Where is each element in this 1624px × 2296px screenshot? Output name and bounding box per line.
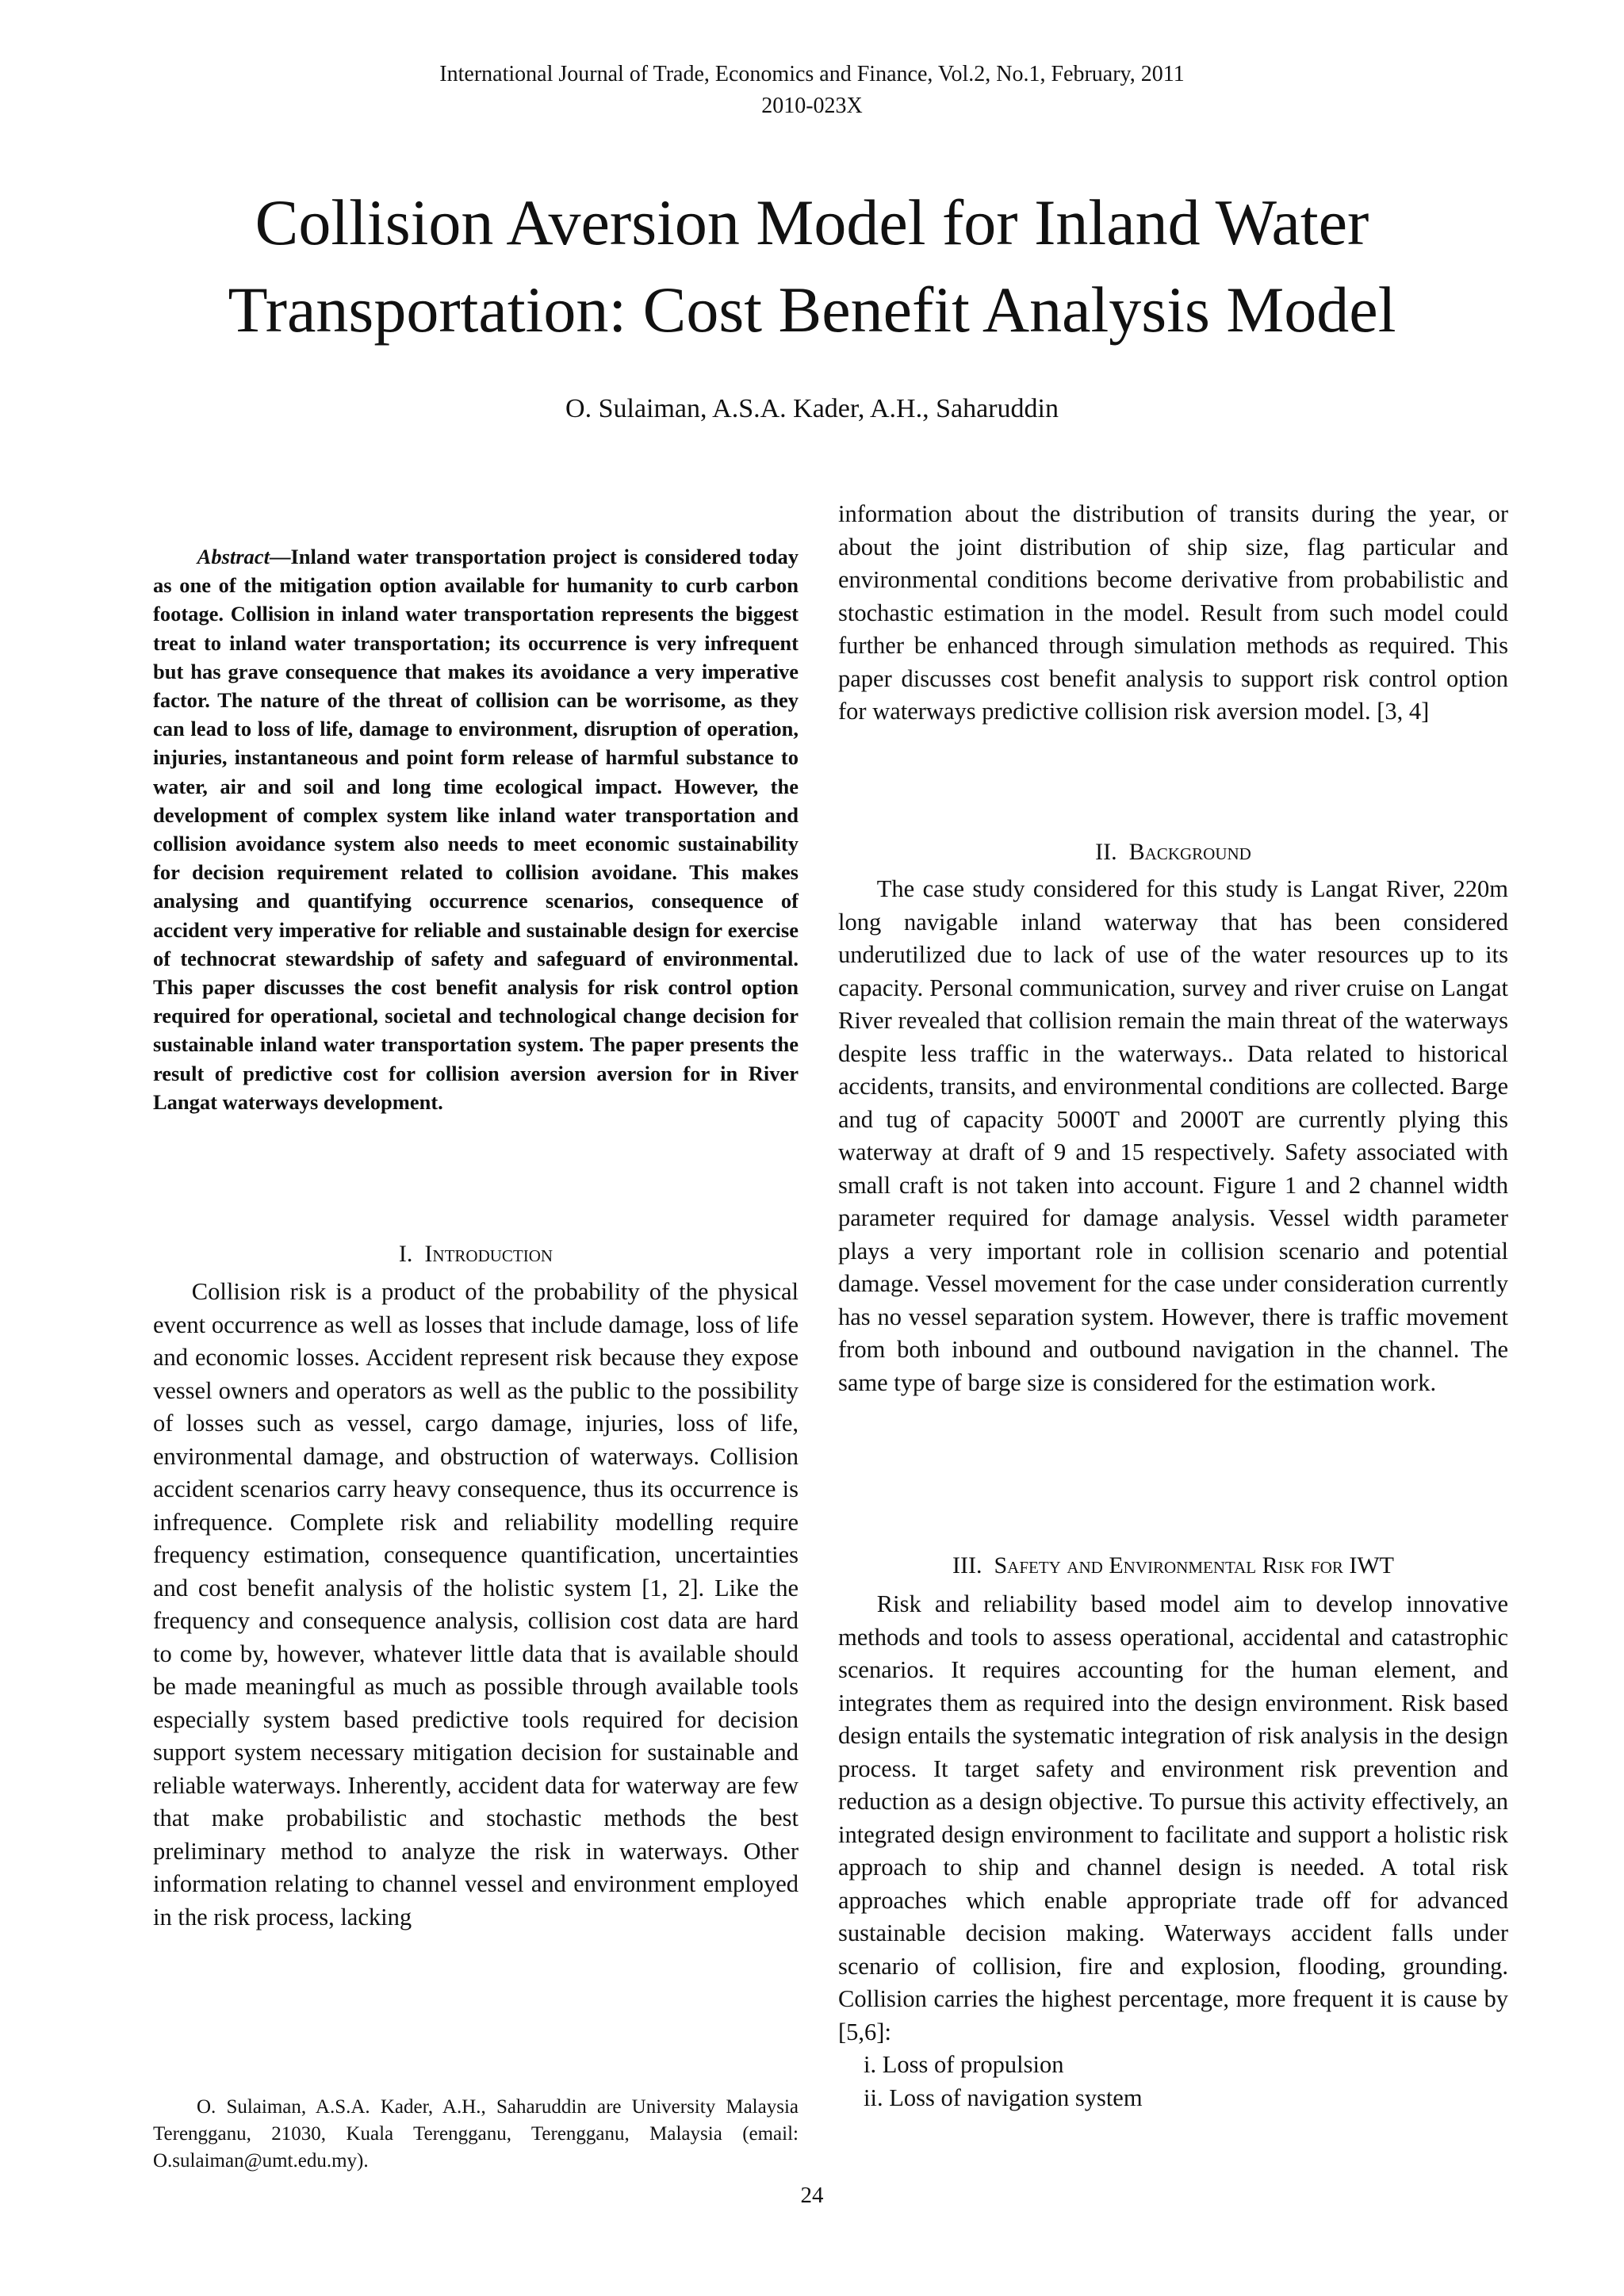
page-number: 24 bbox=[800, 2183, 824, 2208]
title-line-2: Transportation: Cost Benefit Analysis Model bbox=[228, 274, 1396, 346]
paragraph: Risk and reliability based model aim to develop innovative methods and tools to assess operational, accidental and catastrophic scenarios. It requires accounting for the human element, and integrates them as required into the design environment. Risk based design entails the systematic integration of risk analysis in the design process. It target safety and environment risk prevention and reduction as a design objective. To pursue this activity effectively, an integrated design environment to facilitate and support a holistic risk approach to ship and channel design is needed. A total risk approaches which enable appropriate trade off for advanced sustainable decision making. Waterways accident falls under scenario of collision, fire and explosion, flooding, grounding. Collision carries the highest percentage, more frequent it is cause by [5,6]: bbox=[838, 1590, 1508, 2045]
section-numeral: II. bbox=[1095, 839, 1117, 865]
background-body bbox=[838, 873, 1508, 1399]
section-heading-background bbox=[838, 836, 1508, 868]
running-header bbox=[0, 59, 1624, 122]
abstract-label: Abstract bbox=[197, 545, 270, 568]
paragraph: information about the distribution of transits during the year, or about the joint distribution of ship size, flag particular and environmental conditions become derivative from probabilistic and stochastic estimation in the model. Result from such model could further be enhanced through simulation methods as required. This paper discusses cost benefit analysis to support risk control option for waterways predictive collision risk aversion model. [3, 4] bbox=[838, 500, 1508, 725]
introduction-continuation bbox=[838, 498, 1508, 729]
abstract-text: —Inland water transportation project is considered today as one of the mitigation option available for humanity to curb carbon footage. Collision in inland water transportation represents the biggest treat to inland water transportation; its occurrence is very infrequent but has grave consequence that makes its avoidance a very imperative factor. The nature of the threat of collision can be worrisome, as they can lead to loss of life, damage to environment, disruption of operation, injuries, instantaneous and point form release of harmful substance to water, air and soil and long time ecological impact. However, the development of complex system like inland water transportation and collision avoidance system also needs to meet economic sustainability for decision requirement related to collision avoidane. This makes analysing and quantifying occurrence scenarios, consequence of accident very imperative for reliable and sustainable design for exercise of technocrat stewardship of safety and safeguard of environmental. This paper discusses the cost benefit analysis for risk control option required for operational, societal and technological change decision for sustainable inland water transportation system. The paper presents the result of predictive cost for collision aversion aversion for in River Langat waterways development. bbox=[153, 545, 799, 1114]
paragraph: Collision risk is a product of the probability of the physical event occurrence as well as losses that include damage, loss of life and economic losses. Accident represent risk because they expose vessel owners and operators as well as the public to the possibility of losses such as vessel, cargo damage, injuries, loss of life, environmental damage, and obstruction of waterways. Collision accident scenarios carry heavy consequence, thus its occurrence is infrequence. Complete risk and reliability modelling require frequency estimation, consequence quantification, uncertainties and cost benefit analysis of the holistic system [1, 2]. Like the frequency and consequence analysis, collision cost data are hard to come by, however, whatever little data that is available should be made meaningful as much as possible through available tools especially system based predictive tools required for decision support system necessary mitigation decision for sustainable and reliable waterways. Inherently, accident data for waterway are few that make probabilistic and stochastic methods the best preliminary method to analyze the risk in waterways. Other information relating to channel vessel and environment employed in the risk process, lacking bbox=[153, 1278, 799, 1931]
section-title: Background bbox=[1128, 839, 1251, 865]
list-item: ii. Loss of navigation system bbox=[864, 2084, 1143, 2111]
section-numeral: III. bbox=[952, 1552, 982, 1578]
author-affiliation-footnote: O. Sulaiman, A.S.A. Kader, A.H., Saharuddin are University Malaysia Terengganu, 21030, Kuala Terengganu, Terengganu, Malaysia (email: O.sulaiman@umt.edu.my). bbox=[153, 2096, 799, 2172]
safety-risk-body bbox=[838, 1588, 1508, 2114]
paragraph: The case study considered for this study is Langat River, 220m long navigable inland waterway that has been considered underutilized due to lack of use of the water resources up to its capacity. Personal communication, survey and river cruise on Langat River revealed that collision remain the main threat of the waterways despite less traffic in the waterways.. Data related to historical accidents, transits, and environmental conditions are collected. Barge and tug of capacity 5000T and 2000T are currently plying this waterway at draft of 9 and 15 respectively. Safety associated with small craft is not taken into account. Figure 1 and 2 channel width parameter required for damage analysis. Vessel width parameter plays a very important role in collision scenario and potential damage. Vessel movement for the case under consideration currently has no vessel separation system. However, there is traffic movement from both inbound and outbound navigation in the channel. The same type of barge size is considered for the estimation work. bbox=[838, 875, 1508, 1396]
paper-title bbox=[119, 179, 1505, 354]
cause-list bbox=[838, 2049, 1508, 2114]
issn-line: 2010-023X bbox=[761, 94, 863, 118]
journal-line: International Journal of Trade, Economics and Finance, Vol.2, No.1, February, 2011 bbox=[439, 62, 1185, 86]
title-line-1: Collision Aversion Model for Inland Water bbox=[255, 186, 1369, 258]
introduction-body bbox=[153, 1276, 799, 1934]
section-numeral: I. bbox=[398, 1241, 413, 1267]
section-title: Introduction bbox=[424, 1241, 553, 1267]
section-heading-safety-risk bbox=[838, 1549, 1508, 1582]
abstract bbox=[153, 542, 799, 1116]
section-heading-introduction bbox=[153, 1238, 799, 1270]
list-item: i. Loss of propulsion bbox=[864, 2051, 1064, 2078]
section-title: Safety and Environmental Risk for bbox=[994, 1552, 1343, 1578]
section-title-tail: IWT bbox=[1349, 1552, 1394, 1578]
author-list: O. Sulaiman, A.S.A. Kader, A.H., Saharuddin bbox=[565, 394, 1059, 423]
